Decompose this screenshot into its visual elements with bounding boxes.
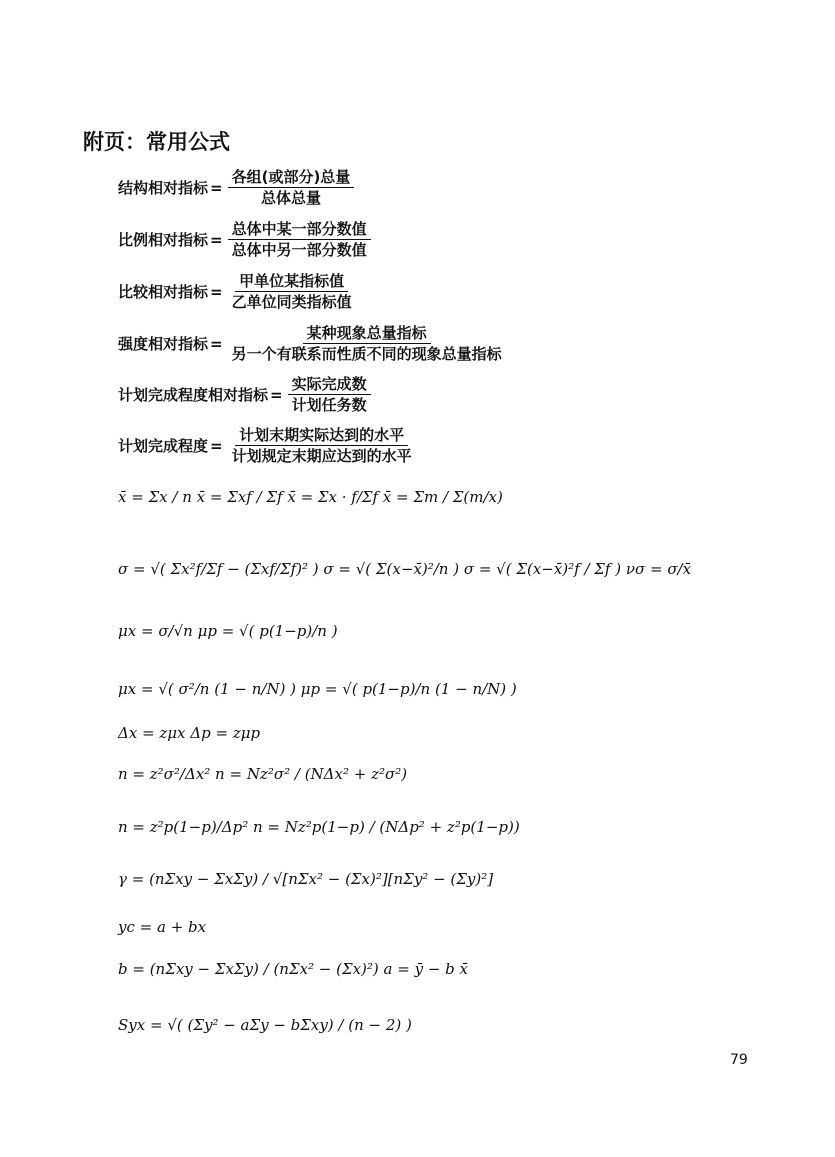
sample-size-proportion-formulas: n = z²p(1−p)/Δp² n = Nz²p(1−p) / (NΔp² + z²p(1−p)) bbox=[118, 818, 520, 836]
denominator: 总体中另一部分数值 bbox=[231, 241, 367, 259]
formula-name: 计划完成程度相对指标 bbox=[118, 386, 269, 404]
sample-size-mean-formulas: n = z²σ²/Δx² n = Nz²σ² / (NΔx² + z²σ²) bbox=[118, 765, 408, 783]
formula-name: 计划完成程度 bbox=[118, 437, 209, 455]
mean-formulas: x̄ = Σx / n x̄ = Σxf / Σf x̄ = Σx · f/Σf x̄ = Σm / Σ(m/x) bbox=[118, 488, 503, 506]
page-title: 附页：常用公式 bbox=[83, 130, 230, 154]
denominator: 乙单位同类指标值 bbox=[231, 293, 352, 311]
numerator: 某种现象总量指标 bbox=[303, 324, 431, 344]
page-number: 79 bbox=[730, 1052, 748, 1068]
numerator: 甲单位某指标值 bbox=[235, 272, 348, 292]
ratio-formula-plan-completion-relative: 计划完成程度相对指标 = $\frac{\text{实际完成数}}{\text{计划任务数}}$ bbox=[118, 375, 374, 414]
formula-name: 比较相对指标 bbox=[118, 283, 209, 301]
ratio-formula-plan-completion: 计划完成程度 = $\frac{\text{计划末期实际达到的水平}}{\text{计划规定末期应达到的水平}}$ bbox=[118, 426, 419, 465]
formula-name: 比例相对指标 bbox=[118, 231, 209, 249]
ratio-formula-proportion: 比例相对指标 = $\frac{\text{总体中某一部分数值}}{\text{总体中另一部分数值}}$ bbox=[118, 220, 374, 259]
numerator: 计划末期实际达到的水平 bbox=[235, 426, 408, 446]
formula-name: 强度相对指标 bbox=[118, 335, 209, 353]
correlation-coefficient-formula: γ = (nΣxy − ΣxΣy) / √[nΣx² − (Σx)²][nΣy² − (Σy)²] bbox=[118, 870, 494, 888]
ratio-formula-comparison: 比较相对指标 = $\frac{\text{甲单位某指标值}}{\text{乙单位同类指标值}}$ bbox=[118, 272, 359, 311]
std-deviation-formulas: σ = √( Σx²f/Σf − (Σxf/Σf)² ) σ = √( Σ(x−x̄)²/n ) σ = √( Σ(x−x̄)²f / Σf ) νσ = σ/x̄ bbox=[118, 560, 692, 578]
error-limit-formulas: Δx = zμx Δp = zμp bbox=[118, 724, 261, 742]
denominator: 另一个有联系而性质不同的现象总量指标 bbox=[231, 345, 502, 363]
denominator: 计划规定末期应达到的水平 bbox=[231, 447, 412, 465]
denominator: 计划任务数 bbox=[291, 396, 367, 414]
standard-error-estimate-formula: Syx = √( (Σy² − aΣy − bΣxy) / (n − 2) ) bbox=[118, 1016, 412, 1034]
sampling-error-formulas: μx = σ/√n μp = √( p(1−p)/n ) bbox=[118, 622, 338, 640]
numerator: 总体中某一部分数值 bbox=[228, 220, 371, 240]
regression-equation: yc = a + bx bbox=[118, 918, 207, 936]
ratio-formula-intensity: 强度相对指标 = $\frac{\text{某种现象总量指标}}{\text{另一个有联系而性质不同的现象总量指标}}$ bbox=[118, 324, 509, 363]
numerator: 各组(或部分)总量 bbox=[228, 168, 355, 188]
denominator: 总体总量 bbox=[260, 189, 321, 207]
formula-name: 结构相对指标 bbox=[118, 179, 209, 197]
regression-coefficient-formulas: b = (nΣxy − ΣxΣy) / (nΣx² − (Σx)²) a = ȳ − b x̄ bbox=[118, 960, 469, 978]
ratio-formula-structure: 结构相对指标 = $\frac{\text{各组(或部分)总量}}{\text{总体总量}}$ bbox=[118, 168, 357, 207]
sampling-error-finite-formulas: μx = √( σ²/n (1 − n/N) ) μp = √( p(1−p)/n (1 − n/N) ) bbox=[118, 680, 517, 698]
numerator: 实际完成数 bbox=[288, 375, 371, 395]
